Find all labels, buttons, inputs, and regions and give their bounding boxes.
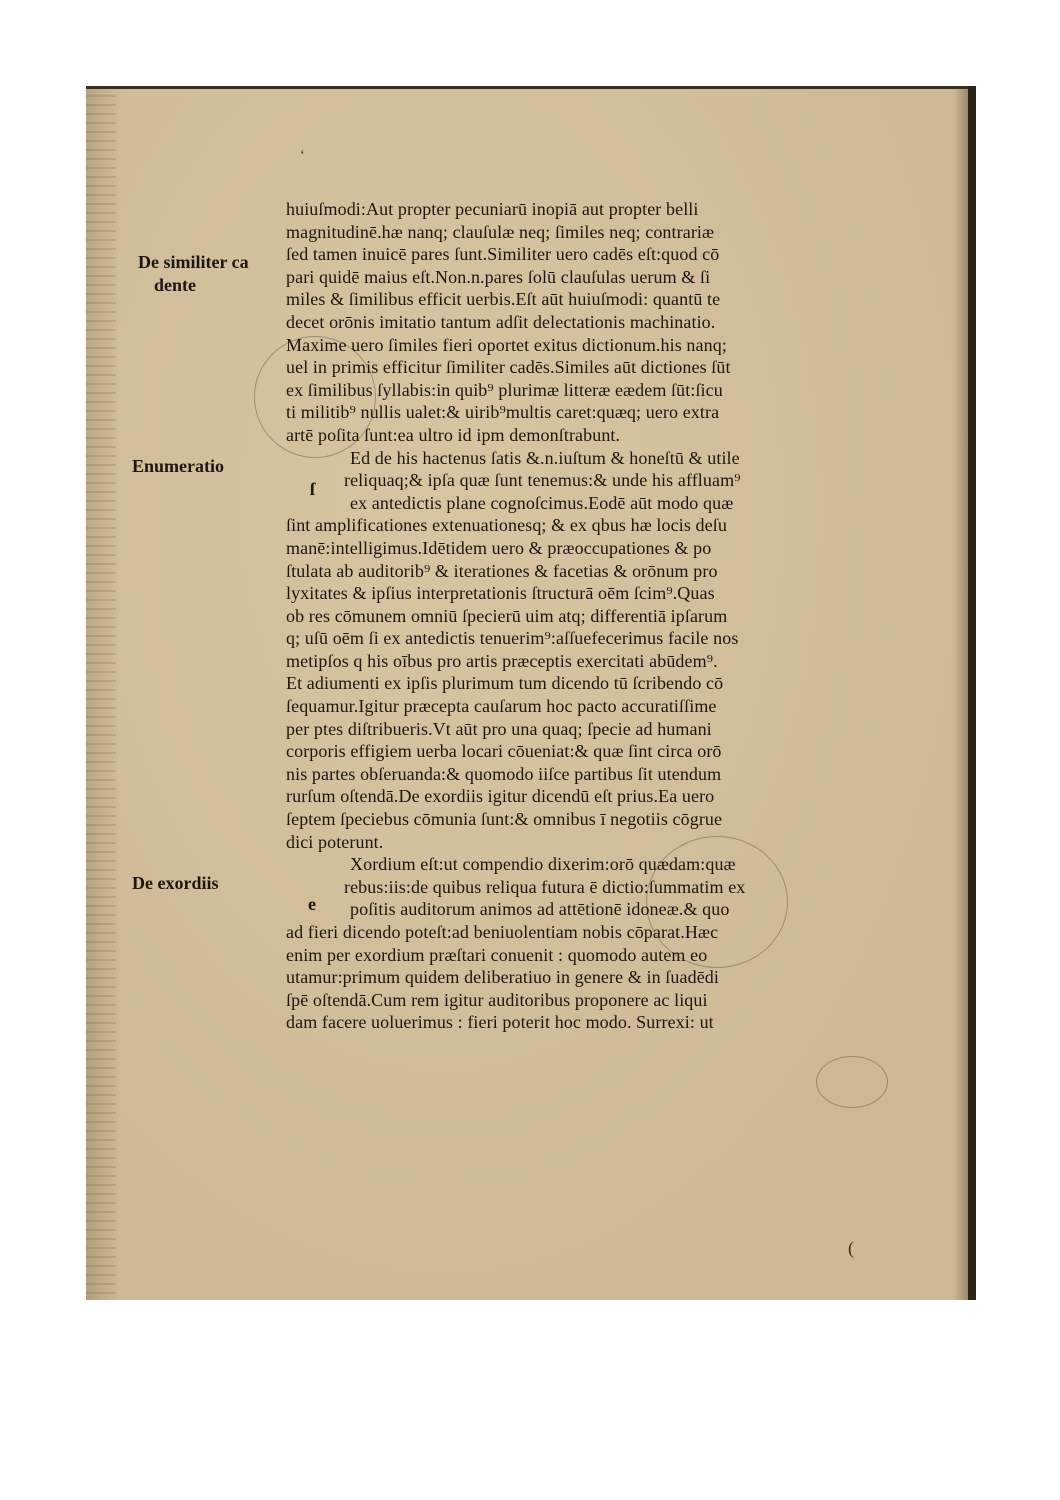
text-line: ex antedictis plane cognoſcimus.Eodē aūt modo quæ [350, 492, 734, 513]
text-line: enim per exordium præſtari conuenit : quomodo autem eo [286, 944, 708, 965]
text-line: ſint amplificationes extenuationesq; & ex qbus hæ locis deſu [286, 515, 727, 536]
text-line: ſeptem ſpeciebus cōmunia ſunt:& omnibus ī negotiis cōgrue [286, 809, 723, 830]
text-line: pari quidē maius eſt.Non.n.pares ſolū clauſulas uerum & ſi [286, 266, 711, 287]
text-line: ſtulata ab auditorib⁹ & iterationes & facetias & orōnum pro [286, 560, 718, 581]
text-line: dici poterunt. [286, 831, 384, 852]
text-line: decet orōnis imitatio tantum adſit delectationis machinatio. [286, 311, 716, 332]
text-line: magnitudinē.hæ nanq; clauſulæ neq; ſimiles neq; contrariæ [286, 221, 715, 242]
text-line: dam facere uoluerimus : fieri poterit hoc modo. Surrexi: ut [286, 1012, 714, 1033]
margin-note-de-exordiis: De exordiis [132, 873, 219, 893]
text-block [286, 198, 896, 1034]
text-line: uel in primis efficitur ſimiliter cadēs.Similes aūt dictiones ſūt [286, 357, 731, 378]
text-line: Ed de his hactenus ſatis &.n.iuſtum & honeſtū & utile [350, 447, 740, 468]
text-line: reliquaq;& ipſa quæ ſunt tenemus:& unde his affluam⁹ [344, 470, 741, 491]
text-line: manē:intelligimus.Idētidem uero & præoccupationes & po [286, 537, 712, 558]
text-line: rurſum oſtendā.De exordiis igitur dicendū eſt prius.Ea uero [286, 786, 715, 807]
page-right-edge [968, 86, 976, 1300]
text-line: poſitis auditorum animos ad attētionē idoneæ.& quo [350, 899, 730, 920]
text-line: Maxime uero ſimiles fieri oportet exitus dictionum.his nanq; [286, 334, 727, 355]
library-stamp [816, 1056, 888, 1108]
text-line: ſed tamen inuicē pares ſunt.Similiter uero cadēs eſt:quod cō [286, 244, 720, 265]
margin-note-similiter-cadente-2: dente [154, 275, 196, 295]
manuscript-page [86, 86, 976, 1300]
text-line: ad fieri dicendo poteſt:ad beniuolentiam nobis cōparat.Hæc [286, 922, 719, 942]
text-line: Et adiumenti ex ipſis plurimum tum dicendo tū ſcribendo cō [286, 673, 724, 694]
text-line: lyxitates & ipſius interpretationis ſtructurā oēm ſcim⁹.Quas [286, 583, 715, 604]
page-spine-shadow [86, 86, 116, 1300]
text-line: ſequamur.Igitur præcepta cauſarum hoc pacto accuratiſſime [286, 696, 717, 717]
text-line: ti militib⁹ nullis ualet:& uirib⁹multis caret:quæq; uero extra [286, 402, 720, 423]
text-line: ex ſimilibus ſyllabis:in quib⁹ plurimæ litteræ eædem ſūt:ſicu [286, 379, 723, 400]
page-top-edge [86, 86, 976, 89]
text-line: utamur:primum quidem deliberatiuo in genere & in ſuadēdi [286, 967, 719, 988]
text-line: metipſos q his oībus pro artis præceptis exercitati abūdem⁹. [286, 650, 718, 671]
text-line: corporis effigiem uerba locari cōueniat:& quæ ſint circa orō [286, 741, 722, 762]
text-line: ob res cōmunem omniū ſpecierū uim atq; differentiā ipſarum [286, 605, 728, 626]
margin-note-enumeratio: Enumeratio [132, 456, 224, 476]
text-line: q; uſū oēm ſi ex antedictis tenuerim⁹:aſſuefecerimus facile nos [286, 628, 739, 649]
text-line: artē poſita ſunt:ea ultro id ipm demonſtrabunt. [286, 424, 621, 445]
page-mark: ( [848, 1238, 854, 1258]
text-line: nis partes obſeruanda:& quomodo iiſce partibus ſit utendum [286, 763, 722, 784]
text-line: Xordium eſt:ut compendio dixerim:orō quædam:quæ [350, 854, 736, 875]
guide-letter-e: e [308, 894, 316, 914]
text-line: ſpē oſtendā.Cum rem igitur auditoribus proponere ac liqui [286, 989, 708, 1010]
guide-letter-s: ſ [310, 479, 316, 499]
margin-note-similiter-cadente-1: De similiter ca [138, 252, 249, 272]
text-line: rebus:iis:de quibus reliqua futura ē dictio:ſummatim ex [344, 876, 746, 897]
text-line: per ptes diſtribueris.Vt aūt pro una quaq; ſpecie ad humani [286, 718, 712, 739]
text-line: huiuſmodi:Aut propter pecuniarū inopiā aut propter belli [286, 199, 699, 219]
text-line: miles & ſimilibus efficit uerbis.Eſt aūt huiuſmodi: quantū te [286, 289, 721, 310]
page-mark: ‘ [300, 148, 305, 163]
